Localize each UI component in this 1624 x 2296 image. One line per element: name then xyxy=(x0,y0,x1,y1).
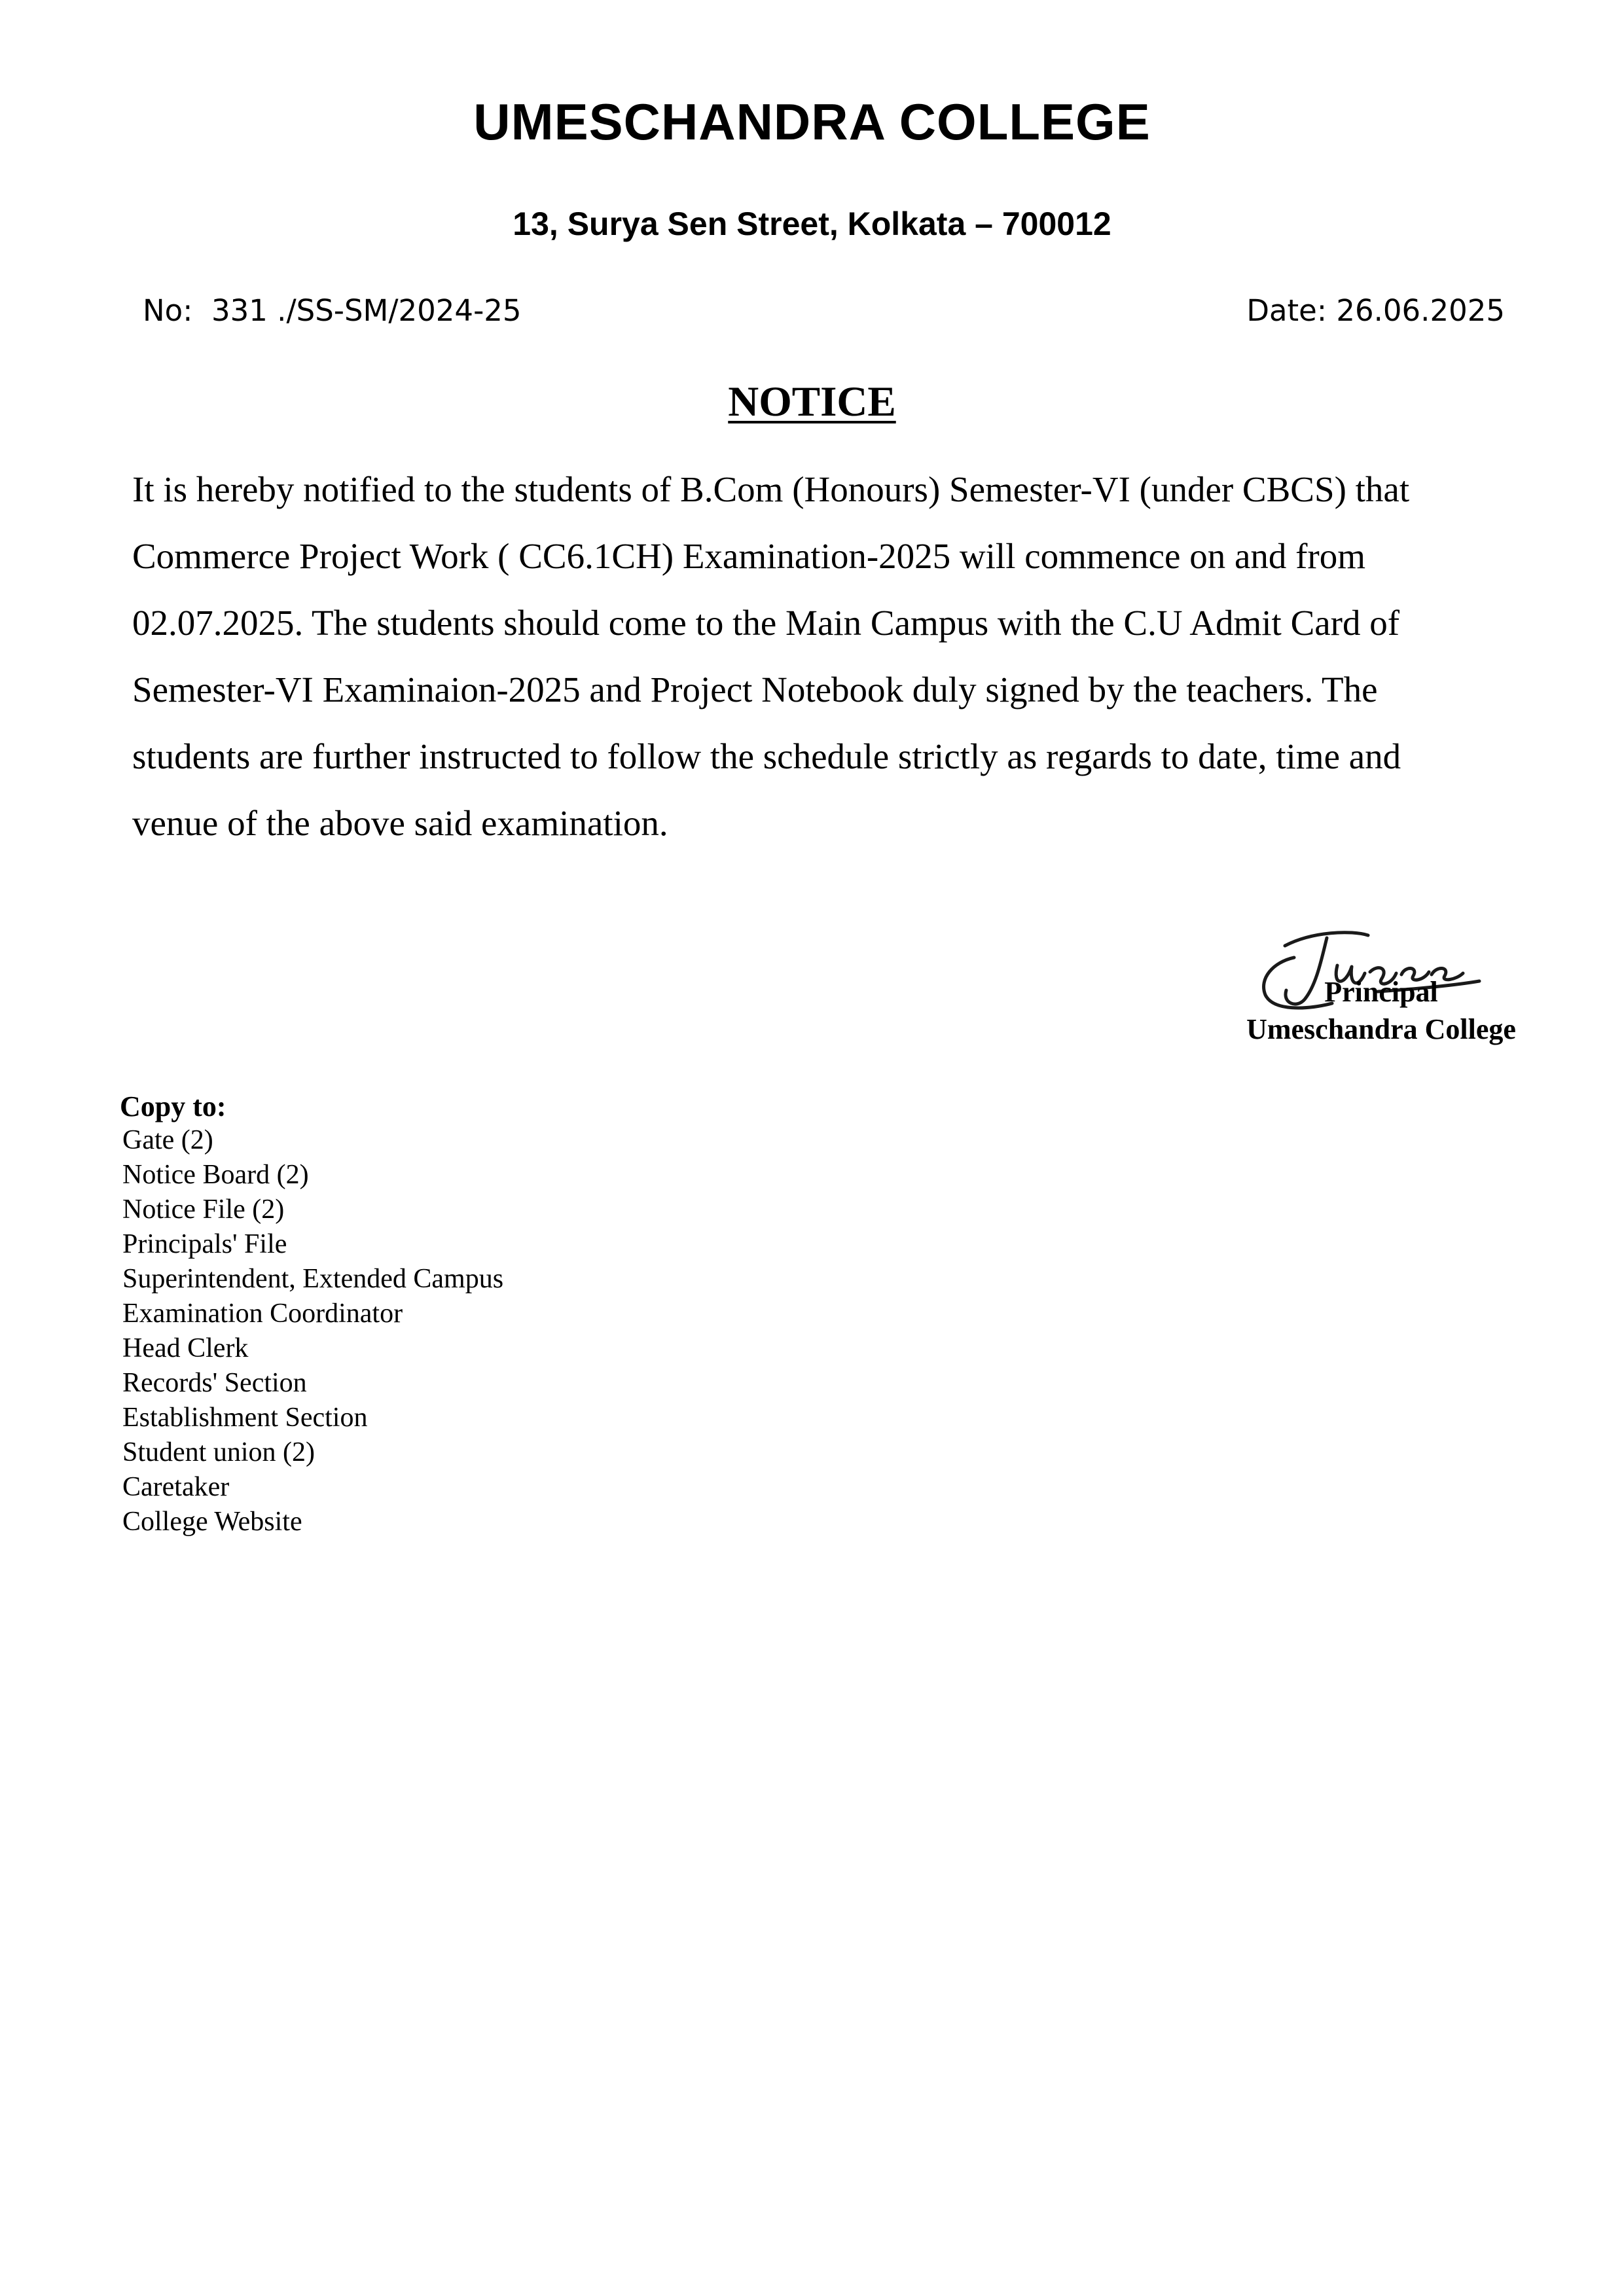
copy-to-item: Head Clerk xyxy=(122,1333,249,1363)
reference-number: No: 331 ./SS-SM/2024-25 xyxy=(143,293,522,328)
notice-body-line: It is hereby notified to the students of B.Com (Honours) Semester-VI (under CBCS) that xyxy=(132,469,1410,509)
copy-to-item: Gate (2) xyxy=(122,1125,213,1155)
copy-to-item: Caretaker xyxy=(122,1472,230,1502)
notice-body-line: students are further instructed to follow the schedule strictly as regards to date, time and xyxy=(132,736,1401,776)
copy-to-list xyxy=(122,1123,503,1539)
college-address: 13, Surya Sen Street, Kolkata – 700012 xyxy=(513,206,1111,242)
principal-title: Principal xyxy=(1324,976,1438,1008)
copy-to-item: Notice Board (2) xyxy=(122,1160,309,1190)
college-name: UMESCHANDRA COLLEGE xyxy=(473,93,1151,151)
notice-body-line: Semester-VI Examinaion-2025 and Project Notebook duly signed by the teachers. The xyxy=(132,670,1378,709)
copy-to-item: Principals' File xyxy=(122,1229,287,1259)
principal-institution: Umeschandra College xyxy=(1246,1013,1516,1045)
copy-to-item: Records' Section xyxy=(122,1368,307,1398)
copy-to-item: Student union (2) xyxy=(122,1437,315,1467)
notice-body xyxy=(132,456,1533,857)
notice-body-line: Commerce Project Work ( CC6.1CH) Examination-2025 will commence on and from xyxy=(132,536,1366,576)
notice-heading: NOTICE xyxy=(728,378,896,425)
copy-to-item: Superintendent, Extended Campus xyxy=(122,1264,504,1294)
notice-body-line: 02.07.2025. The students should come to the Main Campus with the C.U Admit Card of xyxy=(132,603,1400,643)
copy-to-item: College Website xyxy=(122,1507,302,1537)
notice-date: Date: 26.06.2025 xyxy=(1246,293,1505,328)
notice-body-line: venue of the above said examination. xyxy=(132,803,668,843)
copy-to-heading: Copy to: xyxy=(120,1090,226,1122)
copy-to-item: Notice File (2) xyxy=(122,1194,285,1225)
copy-to-item: Examination Coordinator xyxy=(122,1299,403,1329)
copy-to-item: Establishment Section xyxy=(122,1403,368,1433)
